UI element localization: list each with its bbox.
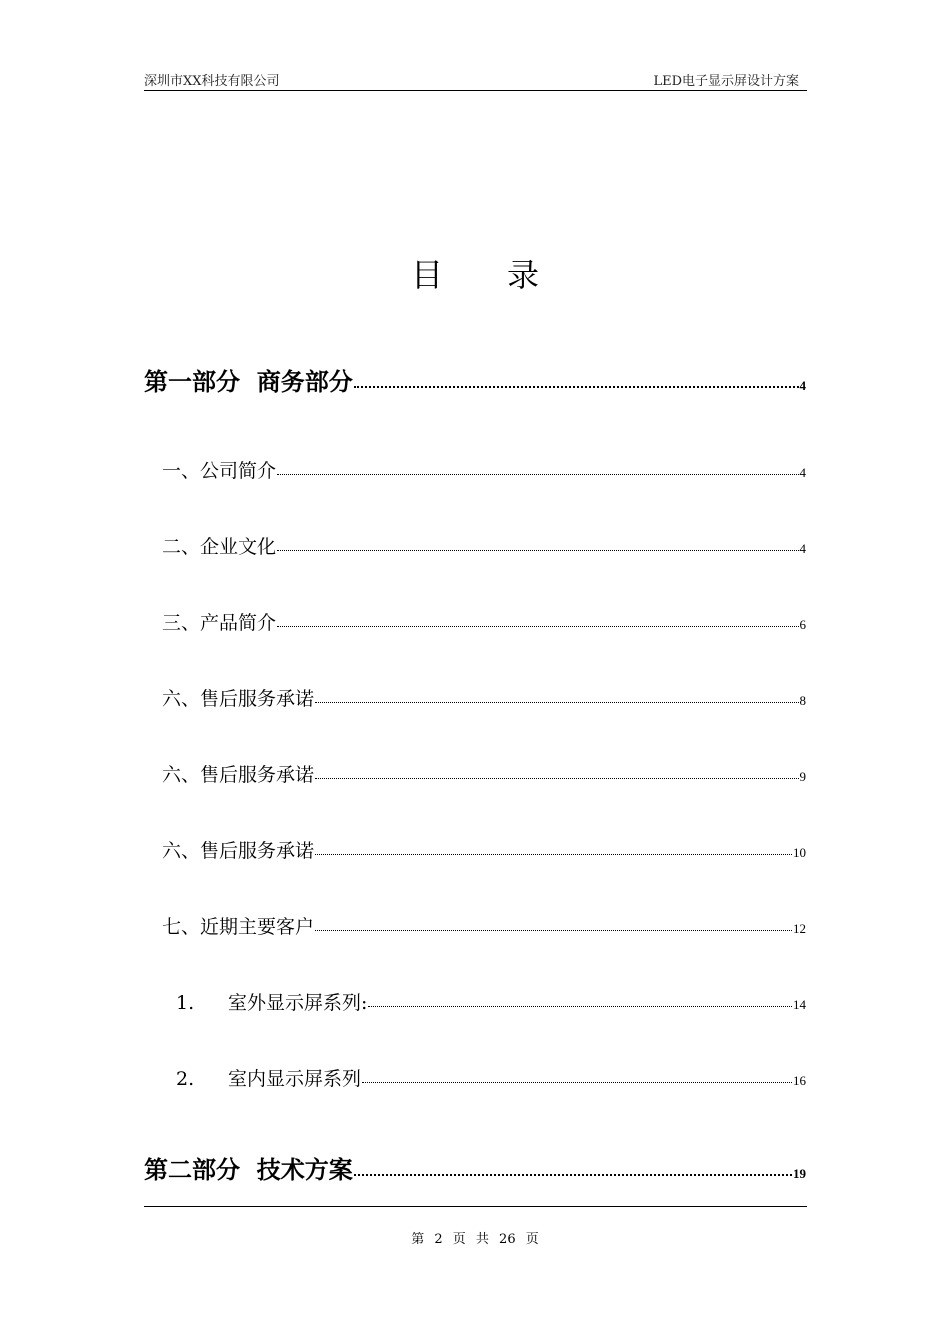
toc-leader-dots [362,1081,792,1083]
toc-entry-label: 六、售后服务承诺 [162,840,315,862]
toc-entry-label: 室外显示屏系列: [228,992,368,1014]
toc-leader-dots [315,853,792,855]
toc-leader-dots [315,701,798,703]
toc-entry-page: 10 [793,845,806,860]
toc-leader-dots [277,625,798,627]
toc-entry-number: 1. [176,992,195,1014]
page-header [144,68,807,91]
toc-entry-label: 三、产品简介 [162,612,277,634]
toc-leader-dots [354,385,799,388]
toc-entry-label: 一、公司简介 [162,460,277,482]
page-footer: 第 2 页 共 26 页 [411,1232,539,1247]
toc-title: 目录 [410,256,603,294]
toc-entry-page: 4 [799,541,806,556]
toc-leader-dots [277,549,798,551]
toc-entry-number: 2. [176,1068,195,1090]
toc-entry-label: 室内显示屏系列 [228,1068,362,1090]
toc-entry-corporate-culture[interactable] [162,532,806,559]
toc-entry-recent-clients[interactable] [162,912,806,939]
toc-entry-label: 二、企业文化 [162,536,277,558]
toc-entry-label: 六、售后服务承诺 [162,764,315,786]
toc-entry-page: 19 [793,1166,806,1181]
toc-entry-page: 14 [793,997,806,1012]
header-company: 深圳市XX科技有限公司 [144,74,280,89]
toc-entry-page: 8 [799,693,806,708]
toc-entry-page: 12 [793,921,806,936]
toc-entry-after-sales-3[interactable] [162,836,806,863]
toc-entry-outdoor-displays[interactable] [176,988,806,1015]
toc-entry-product-intro[interactable] [162,608,806,635]
toc-entry-label: 第一部分 商务部分 [144,368,353,396]
toc-entry-page: 6 [799,617,806,632]
header-document-title: LED电子显示屏设计方案 [653,74,799,89]
toc-entry-page: 4 [799,465,806,480]
toc-entry-label: 七、近期主要客户 [162,916,315,938]
toc-entry-indoor-displays[interactable] [176,1064,806,1091]
toc-leader-dots [277,473,798,475]
toc-entry-part-2[interactable] [144,1150,806,1185]
toc-entry-label: 第二部分 技术方案 [144,1156,353,1184]
toc-entry-after-sales-1[interactable] [162,684,806,711]
footer-divider [144,1206,807,1207]
toc-entry-company-intro[interactable] [162,456,806,483]
toc-leader-dots [368,1005,792,1007]
toc-entry-page: 9 [799,769,806,784]
toc-leader-dots [315,929,792,931]
toc-entry-page: 16 [793,1073,806,1088]
toc-leader-dots [354,1173,792,1176]
toc-entry-after-sales-2[interactable] [162,760,806,787]
toc-entry-label: 六、售后服务承诺 [162,688,315,710]
toc-entry-page: 4 [799,378,806,393]
toc-leader-dots [315,777,798,779]
toc-entry-part-1[interactable] [144,362,806,397]
